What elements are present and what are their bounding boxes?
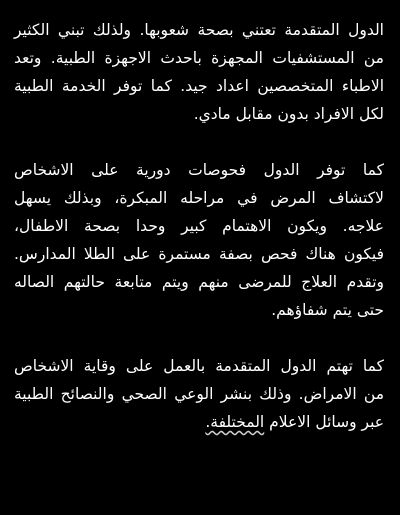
document-body — [14, 16, 384, 464]
text-fragment: عبر وسائل الاعلام — [269, 413, 384, 431]
text-line: من المستشفيات المجهزة باحدث الاجهزة الطبية. وتعد — [14, 49, 384, 67]
spellcheck-underlined-word[interactable]: المختلفة. — [205, 413, 265, 431]
text-line: لكل الافراد بدون مقابل مادي. — [193, 105, 384, 123]
text-line: كما توفر الدول فحوصات دورية على الاشخاص — [14, 161, 384, 179]
text-line: علاجه. ويكون الاهتمام كبير وحدا بصحة الاطفال، — [14, 217, 384, 235]
text-line: من الامراض. وذلك بنشر الوعي الصحي والنصائح الطبية — [14, 385, 384, 403]
text-line: وتقدم العلاج للمرضى منهم ويتم متابعة حالتهم الصاله — [14, 273, 384, 291]
text-line: كما تهتم الدول المتقدمة بالعمل على وقاية الاشخاص — [14, 357, 384, 375]
text-line: الدول المتقدمة تعتني بصحة شعوبها. ولذلك تبني الكثير — [14, 21, 384, 39]
paragraph-3 — [14, 352, 384, 436]
text-line: الاطباء المتخصصين اعداد جيد. كما توفر الخدمة الطبية — [14, 77, 384, 95]
text-line: حتى يتم شفاؤهم. — [271, 301, 384, 319]
text-line: لاكتشاف المرض في مراحله المبكرة، وبذلك يسهل — [14, 189, 384, 207]
paragraph-2 — [14, 156, 384, 324]
paragraph-1 — [14, 16, 384, 128]
text-line-last — [14, 408, 384, 436]
text-line: فيكون هناك فحص بصفة مستمرة على الطلا المدارس. — [14, 245, 384, 263]
